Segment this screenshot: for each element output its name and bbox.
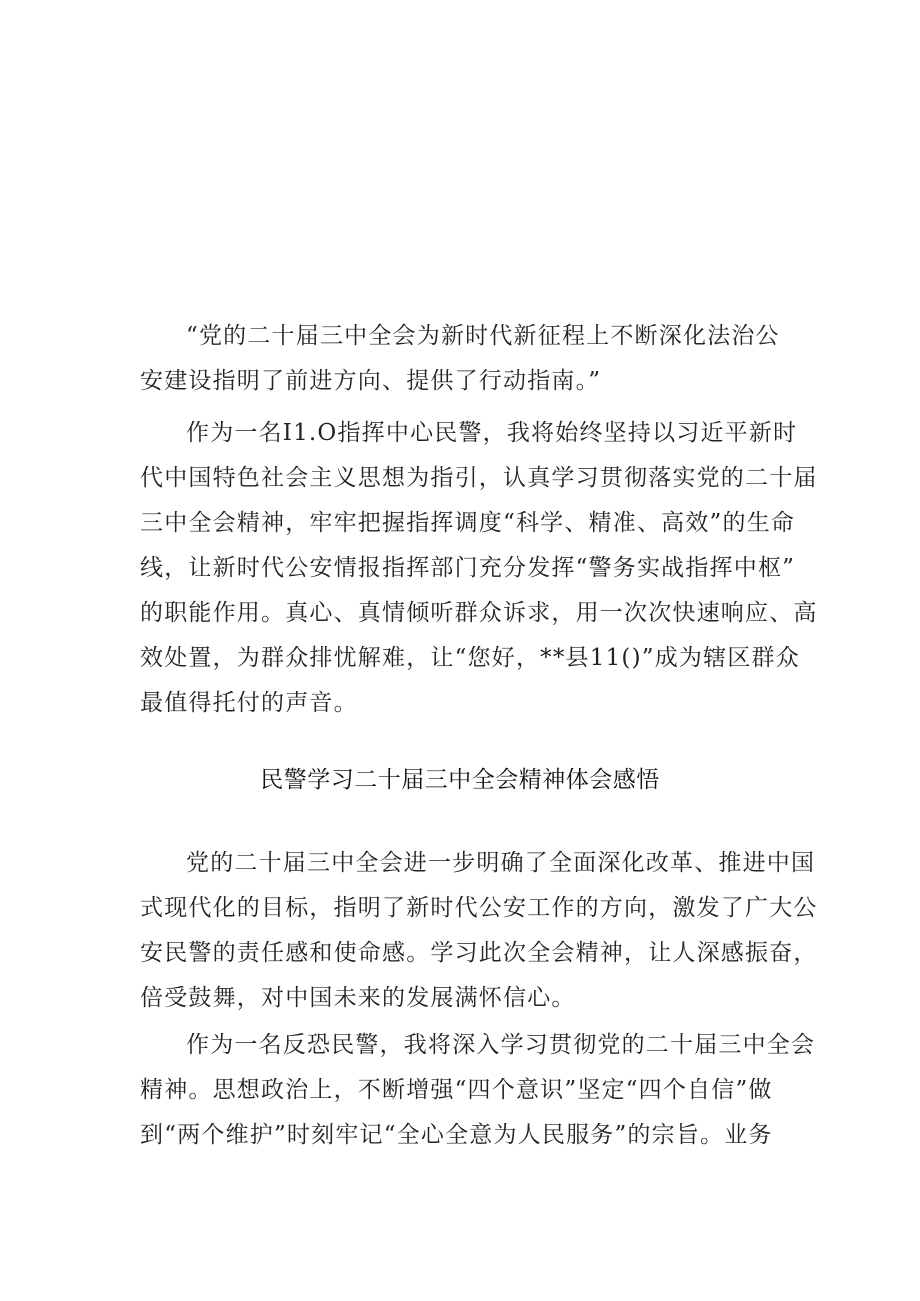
paragraph-line: 最值得托付的声音。 — [140, 690, 358, 716]
paragraph-line: 到“两个维护”时刻牢记“全心全意为人民服务”的宗旨。业务 — [140, 1122, 773, 1148]
section-title: 民警学习二十届三中全会精神体会感悟 — [260, 767, 660, 793]
paragraph-line: 党的二十届三中全会进一步明确了全面深化改革、推进中国 — [186, 850, 816, 876]
paragraph-line: 精神。思想政治上，不断增强“四个意识”坚定“四个自信”做 — [140, 1077, 773, 1103]
paragraph-line: “党的二十届三中全会为新时代新征程上不断深化法治公 — [186, 323, 780, 349]
paragraph-line: 三中全会精神，牢牢把握指挥调度“科学、精准、高效”的生命 — [140, 510, 796, 536]
paragraph-line: 代中国特色社会主义思想为指引，认真学习贯彻落实党的二十届 — [140, 465, 818, 491]
paragraph-line: 安建设指明了前进方向、提供了行动指南。” — [140, 368, 602, 394]
paragraph-line: 作为一名反恐民警，我将深入学习贯彻党的二十届三中全会 — [186, 1032, 816, 1058]
paragraph-line: 安民警的责任感和使命感。学习此次全会精神，让人深感振奋， — [140, 940, 818, 966]
paragraph-line: 的职能作用。真心、真情倾听群众诉求，用一次次快速响应、高 — [140, 600, 818, 626]
paragraph-line: 线，让新时代公安情报指挥部门充分发挥“警务实战指挥中枢” — [140, 555, 796, 581]
paragraph-line: 倍受鼓舞，对中国未来的发展满怀信心。 — [140, 985, 576, 1011]
paragraph-line: 作为一名I1.O指挥中心民警，我将始终坚持以习近平新时 — [186, 420, 798, 446]
paragraph-line: 式现代化的目标，指明了新时代公安工作的方向，激发了广大公 — [140, 895, 818, 921]
paragraph-line: 效处置，为群众排忧解难，让“您好，**县11()”成为辖区群众 — [140, 645, 800, 671]
